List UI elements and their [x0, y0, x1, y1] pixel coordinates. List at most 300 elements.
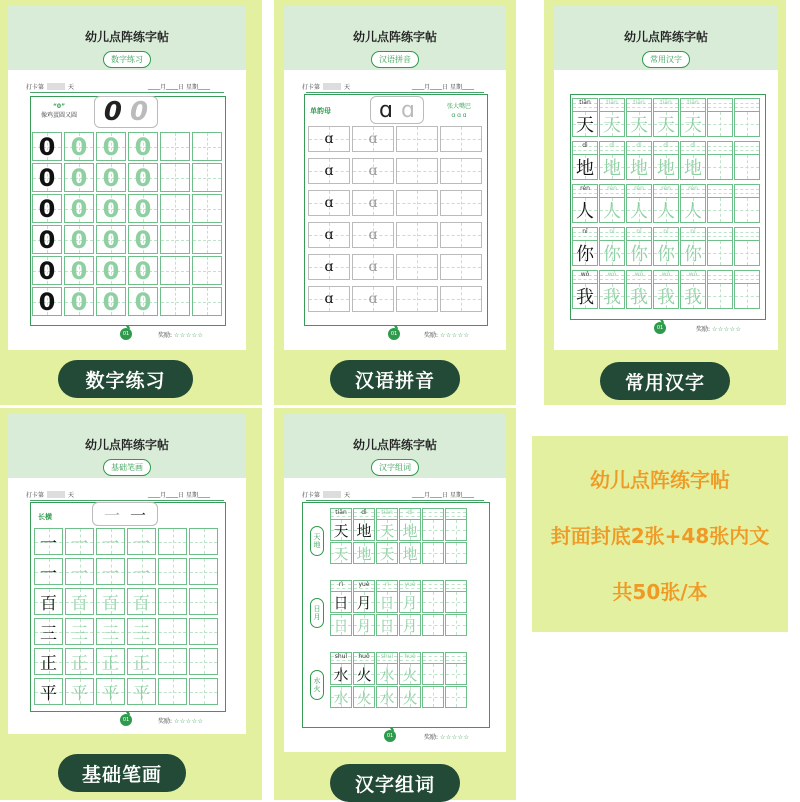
reward-row: 奖励: ☆☆☆☆☆: [424, 734, 470, 741]
stroke-cell: [189, 648, 218, 675]
stroke-cell: [65, 558, 94, 585]
promo-box: [532, 436, 788, 632]
stroke-cell: [189, 618, 218, 645]
pinyin-cell: [422, 652, 444, 663]
word-cell: [330, 663, 352, 685]
grid-char: ɑ: [368, 227, 378, 243]
grid-char: 0: [102, 194, 120, 223]
category-button-digits[interactable]: 数字练习: [58, 360, 193, 398]
pinyin-cell: [330, 580, 352, 591]
character-cell: [653, 283, 679, 309]
grid-char: ɑ: [324, 195, 334, 211]
grid-char: 0: [38, 132, 56, 161]
grid-char: ɑ: [324, 291, 334, 307]
grid-char: 0: [134, 132, 152, 161]
pinyin-cell: [680, 227, 706, 240]
grid-char: 平: [40, 684, 57, 704]
stroke-cell: [127, 618, 156, 645]
grid-char: 0: [134, 225, 152, 254]
stroke-cell: [189, 588, 218, 615]
pinyin-text: tiān: [633, 99, 645, 106]
digit-cell: [160, 132, 190, 161]
word-tag: [310, 598, 324, 628]
pinyin-cell: [734, 98, 760, 111]
character-cell: [707, 240, 733, 266]
pinyin-cell: [353, 508, 375, 519]
promo-title: 幼儿点阵练字帖: [590, 467, 730, 492]
character-cell: [734, 154, 760, 180]
checkin-info: 打卡第 天: [302, 492, 351, 499]
pinyin-cell: [653, 184, 679, 197]
digit-cell: [128, 163, 158, 192]
grid-char: 天: [379, 521, 395, 540]
pinyin-cell: [626, 227, 652, 240]
word-cell: [353, 542, 375, 564]
pinyin-text: huǒ: [404, 653, 416, 660]
grid-char: 0: [38, 287, 56, 316]
word-cell: [399, 542, 421, 564]
pinyin-text: rén: [661, 185, 671, 192]
character-cell: [572, 283, 598, 309]
grid-char: 人: [576, 201, 594, 222]
digit-preview: 0 0: [94, 96, 158, 128]
grid-char: 0: [70, 163, 88, 192]
category-button-pinyin[interactable]: 汉语拼音: [330, 360, 460, 398]
pinyin-cell: [572, 270, 598, 283]
sheet-subtitle: 基础笔画: [103, 459, 151, 476]
reward-row: 奖励: ☆☆☆☆☆: [424, 332, 470, 339]
product-card-strokes[interactable]: [0, 408, 262, 800]
grid-char: 你: [630, 244, 648, 265]
stroke-cell: [189, 528, 218, 555]
grid-char: ɑ: [324, 227, 334, 243]
pinyin-text: rì: [338, 581, 344, 588]
promo-total: 共50张/本: [612, 579, 708, 604]
pinyin-text: dì: [663, 142, 669, 149]
grid-char: 0: [70, 132, 88, 161]
pinyin-cell: [352, 158, 394, 184]
grid-char: 正: [133, 654, 150, 674]
grid-char: 火: [402, 688, 418, 707]
pinyin-cell: [599, 184, 625, 197]
pinyin-cell: [308, 254, 350, 280]
grid-char: ɑ: [368, 259, 378, 275]
date-info: ____ 月 ____ 日 星期 ____: [148, 491, 210, 499]
digit-cell: [128, 132, 158, 161]
pinyin-text: nǐ: [636, 228, 642, 235]
grid-char: 百: [40, 594, 57, 614]
character-cell: [572, 240, 598, 266]
character-cell: [680, 240, 706, 266]
reward-row: 奖励: ☆☆☆☆☆: [158, 718, 204, 725]
grid-char: 日: [379, 593, 395, 612]
grid-char: 天: [576, 115, 594, 136]
word-cell: [422, 614, 444, 636]
stroke-cell: [158, 588, 187, 615]
digit-cell: [32, 132, 62, 161]
digit-cell: [160, 256, 190, 285]
pinyin-text: wǒ: [688, 271, 698, 278]
pinyin-cell: [308, 286, 350, 312]
grid-char: 日: [333, 593, 349, 612]
character-cell: [653, 154, 679, 180]
pinyin-text: nǐ: [690, 228, 696, 235]
digit-cell: [160, 225, 190, 254]
product-card-words[interactable]: [274, 408, 516, 800]
word-cell: [376, 591, 398, 613]
digit-cell: [96, 287, 126, 316]
pinyin-cell: [653, 270, 679, 283]
word-cell: [376, 663, 398, 685]
pinyin-cell: [599, 270, 625, 283]
pinyin-text: rén: [607, 185, 617, 192]
digit-cell: [64, 256, 94, 285]
sheet-subtitle: 数字练习: [103, 51, 151, 68]
character-cell: [653, 240, 679, 266]
grid-char: 0: [38, 163, 56, 192]
character-cell: [707, 197, 733, 223]
pinyin-text: rén: [580, 185, 590, 192]
worksheet-digits: [8, 6, 246, 350]
word-cell: [445, 686, 467, 708]
worksheet-strokes: [8, 414, 246, 734]
pinyin-cell: [680, 270, 706, 283]
pinyin-text: nǐ: [609, 228, 615, 235]
grid-char: 天: [333, 544, 349, 563]
pinyin-cell: [308, 158, 350, 184]
pinyin-cell: [396, 222, 438, 248]
pinyin-text: dì: [582, 142, 588, 149]
grid-char: 你: [657, 244, 675, 265]
pinyin-cell: [352, 286, 394, 312]
stroke-cell: [65, 588, 94, 615]
section-label: 长横: [38, 513, 52, 521]
pinyin-cell: [572, 184, 598, 197]
pinyin-text: rén: [634, 185, 644, 192]
promo-contents: 封面封底2张+48张内文: [550, 523, 770, 548]
pinyin-cell: [422, 580, 444, 591]
grid-char: 日: [333, 616, 349, 635]
sheet-subtitle: 汉语拼音: [371, 51, 419, 68]
word-cell: [445, 542, 467, 564]
apple-icon: 01: [120, 714, 132, 726]
pinyin-text: shuǐ: [334, 653, 348, 660]
grid-char: 平: [71, 684, 88, 704]
pinyin-cell: [626, 270, 652, 283]
pinyin-text: tiān: [335, 509, 347, 516]
digit-cell: [128, 287, 158, 316]
letter-hint: 张大嘴巴 ɑ ɑ ɑ: [446, 103, 471, 119]
grid-char: ɑ: [368, 195, 378, 211]
character-cell: [599, 240, 625, 266]
category-button-strokes[interactable]: 基础笔画: [58, 754, 186, 792]
pinyin-text: rì: [384, 581, 390, 588]
sheet-subtitle: 常用汉字: [642, 51, 690, 68]
grid-char: 0: [38, 256, 56, 285]
pinyin-cell: [626, 141, 652, 154]
grid-char: 三: [71, 624, 88, 644]
word-cell: [376, 686, 398, 708]
word-cell: [445, 519, 467, 541]
pinyin-cell: [440, 286, 482, 312]
word-tag-char: 火: [313, 685, 321, 693]
pinyin-cell: [352, 190, 394, 216]
sheet-title: 幼儿点阵练字帖: [352, 438, 437, 452]
digit-cell: [192, 225, 222, 254]
worksheet-pinyin: [284, 6, 506, 350]
pinyin-cell: [308, 190, 350, 216]
stroke-cell: [96, 528, 125, 555]
pinyin-text: dì: [407, 509, 413, 516]
pinyin-cell: [353, 580, 375, 591]
pinyin-cell: [376, 652, 398, 663]
category-button-words[interactable]: 汉字组词: [330, 764, 460, 802]
grid-char: 天: [603, 115, 621, 136]
stroke-cell: [127, 648, 156, 675]
grid-char: 一: [102, 564, 119, 584]
pinyin-cell: [440, 222, 482, 248]
grid-char: 月: [402, 593, 418, 612]
stroke-cell: [127, 558, 156, 585]
grid-char: 人: [603, 201, 621, 222]
grid-char: 正: [102, 654, 119, 674]
grid-char: 天: [657, 115, 675, 136]
grid-char: 天: [333, 521, 349, 540]
character-cell: [680, 111, 706, 137]
grid-char: 0: [134, 287, 152, 316]
character-cell: [680, 283, 706, 309]
digit-cell: [96, 225, 126, 254]
word-cell: [399, 519, 421, 541]
stroke-cell: [96, 588, 125, 615]
worksheet-common: [554, 6, 778, 350]
word-cell: [330, 614, 352, 636]
grid-char: 0: [102, 287, 120, 316]
pinyin-cell: [572, 141, 598, 154]
pinyin-cell: [734, 227, 760, 240]
word-cell: [353, 686, 375, 708]
word-cell: [422, 591, 444, 613]
stroke-cell: [34, 648, 63, 675]
grid-char: 我: [657, 287, 675, 308]
stroke-cell: [158, 648, 187, 675]
digit-cell: [96, 163, 126, 192]
digit-cell: [64, 225, 94, 254]
pinyin-text: wǒ: [607, 271, 617, 278]
stroke-cell: [96, 558, 125, 585]
grid-char: 月: [402, 616, 418, 635]
character-cell: [599, 154, 625, 180]
grid-char: 三: [102, 624, 119, 644]
grid-char: 天: [379, 544, 395, 563]
digit-cell: [192, 132, 222, 161]
pinyin-text: dì: [690, 142, 696, 149]
digit-cell: [160, 287, 190, 316]
digit-cell: [96, 256, 126, 285]
character-cell: [626, 154, 652, 180]
grid-char: 月: [356, 593, 372, 612]
pinyin-cell: [440, 190, 482, 216]
pinyin-cell: [396, 286, 438, 312]
grid-char: 0: [70, 256, 88, 285]
character-cell: [707, 154, 733, 180]
word-cell: [399, 663, 421, 685]
product-card-digits[interactable]: [0, 0, 262, 405]
digit-cell: [192, 256, 222, 285]
pinyin-cell: [399, 508, 421, 519]
sheet-title: 幼儿点阵练字帖: [352, 30, 437, 44]
pinyin-cell: [352, 222, 394, 248]
date-info: ____ 月 ____ 日 星期 ____: [412, 491, 474, 499]
pinyin-text: shuǐ: [380, 653, 394, 660]
stroke-cell: [189, 558, 218, 585]
stroke-cell: [96, 678, 125, 705]
word-cell: [422, 519, 444, 541]
grid-char: 人: [630, 201, 648, 222]
pinyin-cell: [599, 141, 625, 154]
pinyin-text: wǒ: [634, 271, 644, 278]
digit-cell: [192, 194, 222, 223]
pinyin-text: tiān: [606, 99, 618, 106]
word-cell: [422, 686, 444, 708]
pinyin-cell: [734, 270, 760, 283]
grid-char: 0: [102, 256, 120, 285]
digit-cell: [64, 163, 94, 192]
word-cell: [353, 614, 375, 636]
apple-icon: 01: [654, 322, 666, 334]
date-info: ____ 月 ____ 日 星期 ____: [412, 83, 474, 91]
character-cell: [626, 240, 652, 266]
checkin-info: 打卡第 天: [302, 84, 351, 91]
grid-char: 一: [133, 534, 150, 554]
pinyin-text: dì: [361, 509, 367, 516]
pinyin-text: rén: [688, 185, 698, 192]
word-cell: [353, 519, 375, 541]
reward-row: 奖励: ☆☆☆☆☆: [696, 326, 742, 333]
product-card-pinyin[interactable]: [274, 0, 516, 405]
digit-cell: [32, 194, 62, 223]
grid-char: 水: [379, 688, 395, 707]
grid-char: ɑ: [324, 131, 334, 147]
grid-char: 0: [102, 132, 120, 161]
pinyin-cell: [599, 98, 625, 111]
word-cell: [399, 686, 421, 708]
grid-char: 0: [38, 194, 56, 223]
sheet-title: 幼儿点阵练字帖: [84, 30, 169, 44]
pinyin-cell: [330, 508, 352, 519]
pinyin-cell: [396, 158, 438, 184]
grid-char: 地: [603, 158, 621, 179]
grid-char: ɑ: [324, 163, 334, 179]
word-tag: [310, 670, 324, 700]
pinyin-cell: [653, 98, 679, 111]
pinyin-cell: [653, 141, 679, 154]
grid-char: 地: [657, 158, 675, 179]
grid-char: 0: [102, 163, 120, 192]
pinyin-cell: [445, 652, 467, 663]
pinyin-cell: [440, 158, 482, 184]
apple-icon: 01: [384, 730, 396, 742]
reward-row: 奖励: ☆☆☆☆☆: [158, 332, 204, 339]
grid-char: 火: [356, 688, 372, 707]
pinyin-cell: [308, 126, 350, 152]
word-cell: [445, 663, 467, 685]
pinyin-cell: [352, 254, 394, 280]
character-cell: [734, 240, 760, 266]
grid-char: 三: [40, 624, 57, 644]
grid-char: ɑ: [368, 291, 378, 307]
stroke-cell: [65, 618, 94, 645]
stroke-preview: 一 一: [92, 502, 158, 526]
stroke-cell: [158, 678, 187, 705]
product-card-common[interactable]: [544, 0, 786, 405]
character-cell: [680, 197, 706, 223]
pinyin-cell: [707, 270, 733, 283]
digit-cell: [128, 194, 158, 223]
digit-cell: [96, 194, 126, 223]
grid-char: 人: [657, 201, 675, 222]
character-cell: [734, 197, 760, 223]
pinyin-text: dì: [636, 142, 642, 149]
pinyin-text: tiān: [660, 99, 672, 106]
grid-char: 水: [333, 665, 349, 684]
stroke-cell: [65, 648, 94, 675]
grid-char: 水: [333, 688, 349, 707]
character-cell: [572, 197, 598, 223]
letter-preview: ɑ ɑ: [370, 96, 424, 124]
category-button-common[interactable]: 常用汉字: [600, 362, 730, 400]
stroke-cell: [158, 528, 187, 555]
grid-char: 地: [402, 521, 418, 540]
stroke-cell: [189, 678, 218, 705]
stroke-cell: [158, 558, 187, 585]
grid-char: 日: [379, 616, 395, 635]
word-cell: [445, 591, 467, 613]
character-cell: [707, 111, 733, 137]
grid-char: 0: [134, 194, 152, 223]
grid-char: 三: [133, 624, 150, 644]
word-cell: [399, 614, 421, 636]
digit-cell: [64, 132, 94, 161]
character-cell: [599, 283, 625, 309]
checkin-info: 打卡第 天: [26, 492, 75, 499]
pinyin-cell: [734, 184, 760, 197]
pinyin-cell: [440, 254, 482, 280]
word-cell: [330, 591, 352, 613]
grid-char: 人: [684, 201, 702, 222]
pinyin-text: huǒ: [358, 653, 370, 660]
grid-char: 天: [630, 115, 648, 136]
sheet-subtitle: 汉字组词: [371, 459, 419, 476]
word-cell: [330, 519, 352, 541]
digit-cell: [160, 194, 190, 223]
worksheet-words: [284, 414, 506, 752]
grid-char: 正: [71, 654, 88, 674]
digit-cell: [64, 194, 94, 223]
pinyin-text: nǐ: [582, 228, 588, 235]
stroke-cell: [34, 528, 63, 555]
word-cell: [399, 591, 421, 613]
pinyin-cell: [445, 508, 467, 519]
character-cell: [626, 283, 652, 309]
stroke-cell: [127, 588, 156, 615]
word-cell: [330, 542, 352, 564]
digit-hint: “0” 像鸡蛋圆又圆: [40, 103, 77, 119]
character-cell: [734, 111, 760, 137]
grid-char: 我: [630, 287, 648, 308]
pinyin-cell: [680, 184, 706, 197]
word-cell: [353, 663, 375, 685]
